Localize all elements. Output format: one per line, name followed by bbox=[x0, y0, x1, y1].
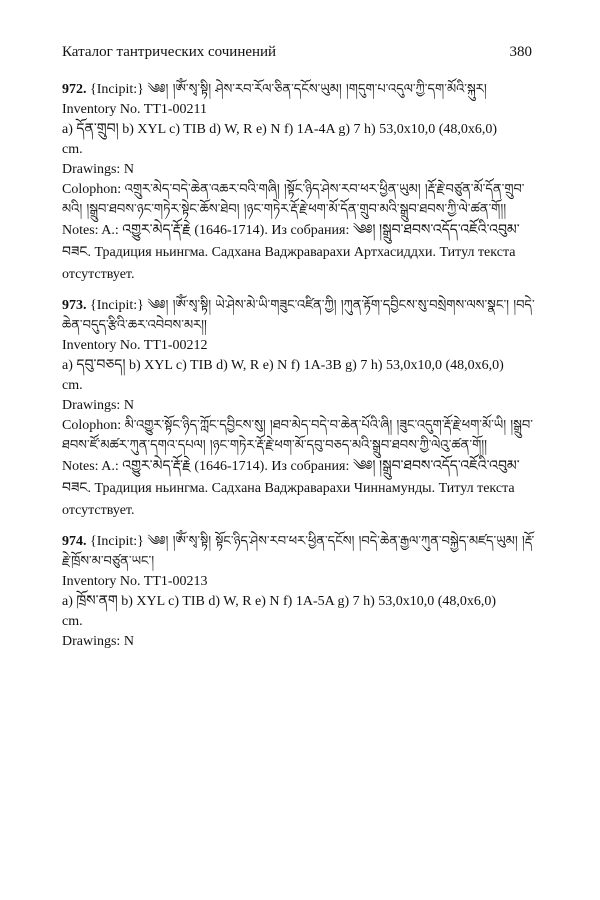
colophon-label: Colophon: bbox=[62, 182, 122, 197]
colophon-text: མི་འགྱུར་སྟོང་ཉིད་ཀློང་དབྱིངས་སུ། །ཐབ་མེད་བདེ་བ་ཆེན་པོའི་ཞི། །ཟུང་འདུག་རྡོ་རྗེ་ཕག་མོ་ཡི། །སྒྲུབ་ཐབས་ཛོ་མཚར་ཀུན་དགའ་དཔལ། །ཉང་གཏེར་རྡོ་རྗེ་ཕག་མོ་དབུ་བཅད་མའི་སྒྲུབ་ཐབས་ཀྱི་ལེའུ་ཚན་གོ།། bbox=[62, 418, 533, 453]
incipit-line bbox=[62, 80, 538, 100]
entry-number: 972. bbox=[62, 82, 87, 97]
incipit-line bbox=[62, 296, 538, 336]
incipit-text: ༄༅། །ཨོཾ་སྭ་སྟི། ཤེས་རབ་རོལ་ཅིན་དངོས་ཡུམ། །གདུག་པ་འདུལ་ཀྱི་དག་མོའི་སྐུར། bbox=[147, 82, 487, 97]
colophon-label: Colophon: bbox=[62, 418, 122, 433]
catalog-entry-972 bbox=[62, 80, 538, 286]
page-header bbox=[62, 44, 532, 61]
colophon-text: འགྲུར་མེད་བདེ་ཆེན་འཆར་བའི་གཞི། །སྟོང་ཉིད་ཤེས་རབ་ཕར་ཕྱིན་ཡུམ། །རྡོ་རྗེ་བཙུན་མོ་དོན་གྲུབ་མའི། །སྒྲུབ་ཐབས་ཉང་གཏེར་སྟེང་ཆོས་ཐེབ། །ཉང་གཏེར་རྡོ་རྗེ་ཕག་མོ་དོན་གྲུབ་མའི་སྒྲུབ་ཐབས་ཀྱི་ལེ་ཚན་གོ།། bbox=[62, 182, 525, 217]
drawings: Drawings: N bbox=[62, 162, 134, 177]
catalog-entry-973 bbox=[62, 296, 538, 522]
notes bbox=[62, 456, 538, 522]
notes-text: འགྱུར་མེད་རྡོ་རྗེ (1646-1714). Из собрания: ༄༅། །སྒྲུབ་ཐབས་འདོད་འཇོའི་འབུམ་བཟང. Традиция ньингма. Садхана Ваджраварахи Артхасиддхи. Титул текста отсутствует. bbox=[62, 223, 520, 282]
drawings: Drawings: N bbox=[62, 634, 134, 649]
incipit-text: ༄༅། །ཨོཾ་སྭ་སྟི། སྟོང་ཉིད་ཤེས་རབ་ཕར་ཕྱིན་དངོས། །བདེ་ཆེན་རྒྱལ་ཀུན་བསྐྱེད་མཛད་ཡུམ། །རྡོ་རྗེ་ཁྲོས་མ་བཙུན་ཡང་། bbox=[62, 534, 535, 569]
page-number: 380 bbox=[509, 44, 532, 60]
inventory-number: Inventory No. TT1-00211 bbox=[62, 102, 208, 117]
inventory-number: Inventory No. TT1-00212 bbox=[62, 338, 208, 353]
entry-details-cont: cm. bbox=[62, 378, 83, 393]
inventory-number: Inventory No. TT1-00213 bbox=[62, 574, 208, 589]
colophon bbox=[62, 180, 538, 220]
notes-text: འགྱུར་མེད་རྡོ་རྗེ (1646-1714). Из собрания: ༄༅། །སྒྲུབ་ཐབས་འདོད་འཇོའི་འབུམ་བཟང. Традиция ньингма. Садхана Ваджраварахи Чиннамунды. Титул текста отсутствует. bbox=[62, 459, 520, 518]
entry-number: 974. bbox=[62, 534, 87, 549]
entry-number: 973. bbox=[62, 298, 87, 313]
incipit-label: {Incipit:} bbox=[90, 298, 144, 313]
catalog-entry-974 bbox=[62, 532, 538, 652]
colophon bbox=[62, 416, 538, 456]
entry-details: a) དོན་གྲུབ། b) XYL c) TIB d) W, R e) N f) 1A-4A g) 7 h) 53,0x10,0 (48,0x6,0) bbox=[62, 122, 498, 137]
incipit-label: {Incipit:} bbox=[90, 82, 144, 97]
incipit-line bbox=[62, 532, 538, 572]
catalog-content bbox=[62, 80, 538, 662]
entry-details: a) ཁྲོས་ནག b) XYL c) TIB d) W, R e) N f) 1A-5A g) 7 h) 53,0x10,0 (48,0x6,0) bbox=[62, 594, 497, 609]
incipit-text: ༄༅། །ཨོཾ་སྭ་སྟི། ཡེ་ཤེས་མེ་ཡི་གཟུང་འཛིན་ཀྱི། །ཀུན་རྟོག་དབྱིངས་སུ་བསྲེགས་ལས་སྣང་། །བདེ་ཆེན་བདུད་རྩིའི་ཆར་འབེབས་མར།། bbox=[62, 298, 535, 333]
entry-details-cont: cm. bbox=[62, 142, 83, 157]
notes-label: Notes: A.: bbox=[62, 223, 119, 238]
notes bbox=[62, 220, 538, 286]
incipit-label: {Incipit:} bbox=[90, 534, 144, 549]
entry-details: a) དབུ་བཅད། b) XYL c) TIB d) W, R e) N f) 1A-3B g) 7 h) 53,0x10,0 (48,0x6,0) bbox=[62, 358, 504, 373]
running-title: Каталог тантрических сочинений bbox=[62, 44, 277, 60]
drawings: Drawings: N bbox=[62, 398, 134, 413]
notes-label: Notes: A.: bbox=[62, 459, 119, 474]
entry-details-cont: cm. bbox=[62, 614, 83, 629]
